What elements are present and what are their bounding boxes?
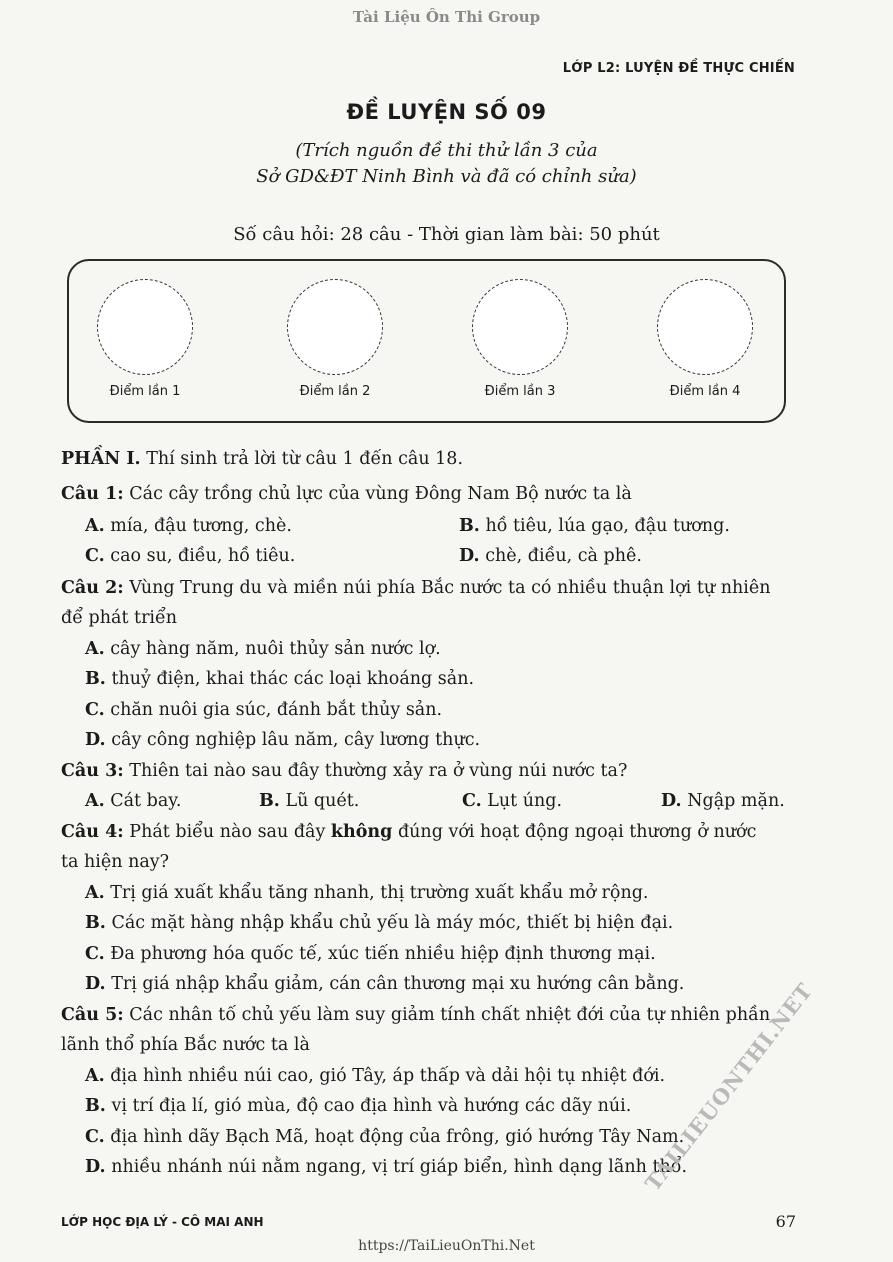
option-text: hồ tiêu, lúa gạo, đậu tương. (479, 516, 730, 536)
option-letter: C. (85, 546, 105, 566)
question-5-stem-cont: lãnh thổ phía Bắc nước ta là (61, 1035, 310, 1055)
score-label: Điểm lần 1 (109, 384, 181, 399)
question-2-stem (61, 578, 770, 598)
option-letter: A. (85, 516, 105, 536)
option-text: thuỷ điện, khai thác các loại khoáng sản. (105, 669, 475, 689)
q5-option-d[interactable] (85, 1157, 687, 1177)
option-text: địa hình dãy Bạch Mã, hoạt động của frông, gió hướng Tây Nam. (104, 1127, 685, 1147)
question-1-stem (61, 484, 632, 504)
corner-watermark: TAILIEUONTHI.NET (640, 977, 818, 1196)
option-letter: C. (85, 700, 105, 720)
option-letter: B. (85, 913, 106, 933)
option-text: nhiều nhánh núi nằm ngang, vị trí giáp biển, hình dạng lãnh thổ. (105, 1157, 688, 1177)
question-3-stem (61, 761, 627, 781)
q2-option-a[interactable] (85, 639, 441, 659)
option-text: cây công nghiệp lâu năm, cây lương thực. (105, 730, 481, 750)
option-letter: C. (85, 944, 105, 964)
option-letter: D. (85, 974, 106, 994)
q1-option-c[interactable] (85, 546, 295, 566)
option-letter: D. (85, 1157, 106, 1177)
score-slot-4 (635, 279, 775, 399)
option-letter: A. (85, 1066, 105, 1086)
q3-option-d[interactable] (661, 791, 785, 811)
emphasis-text: không (330, 822, 393, 842)
score-label: Điểm lần 2 (299, 384, 371, 399)
q3-option-a[interactable] (85, 791, 181, 811)
option-text: cao su, điều, hồ tiêu. (104, 546, 296, 566)
q5-option-a[interactable] (85, 1066, 665, 1086)
top-watermark: Tài Liệu Ôn Thi Group (352, 8, 541, 26)
option-letter: D. (661, 791, 682, 811)
part-heading (61, 449, 463, 469)
q5-option-b[interactable] (85, 1096, 631, 1116)
option-letter: B. (85, 1096, 106, 1116)
question-text: Phát biểu nào sau đây (123, 822, 331, 842)
option-letter: B. (459, 516, 480, 536)
option-text: Trị giá xuất khẩu tăng nhanh, thị trường xuất khẩu mở rộng. (104, 883, 649, 903)
score-slot-3 (450, 279, 590, 399)
q2-option-d[interactable] (85, 730, 480, 750)
question-text: Thiên tai nào sau đây thường xảy ra ở vùng núi nước ta? (123, 761, 628, 781)
option-letter: A. (85, 791, 105, 811)
option-text: chè, điều, cà phê. (479, 546, 642, 566)
option-letter: C. (85, 1127, 105, 1147)
score-box (67, 259, 786, 423)
option-letter: D. (85, 730, 106, 750)
bottom-url-watermark: https://TaiLieuOnThi.Net (358, 1238, 535, 1254)
subtitle-line-1: (Trích nguồn đề thi thử lần 3 của (295, 140, 598, 161)
question-label: Câu 4: (61, 822, 124, 842)
option-text: Các mặt hàng nhập khẩu chủ yếu là máy móc, thiết bị hiện đại. (105, 913, 674, 933)
footer-left: LỚP HỌC ĐỊA LÝ - CÔ MAI ANH (61, 1215, 264, 1229)
q4-option-b[interactable] (85, 913, 673, 933)
running-header: LỚP L2: LUYỆN ĐỀ THỰC CHIẾN (562, 61, 795, 76)
option-text: Đa phương hóa quốc tế, xúc tiến nhiều hiệp định thương mại. (104, 944, 656, 964)
part-label: PHẦN I. (61, 449, 141, 469)
option-text: Lũ quét. (279, 791, 360, 811)
page-title: ĐỀ LUYỆN SỐ 09 (346, 100, 547, 124)
option-letter: B. (259, 791, 280, 811)
score-circle[interactable] (657, 279, 753, 375)
option-text: cây hàng năm, nuôi thủy sản nước lợ. (104, 639, 441, 659)
q4-option-d[interactable] (85, 974, 684, 994)
subtitle-line-2: Sở GD&ĐT Ninh Bình và đã có chỉnh sửa) (256, 166, 637, 187)
option-text: vị trí địa lí, gió mùa, độ cao địa hình và hướng các dãy núi. (105, 1096, 632, 1116)
option-letter: C. (462, 791, 482, 811)
q4-option-a[interactable] (85, 883, 649, 903)
question-label: Câu 1: (61, 484, 124, 504)
option-text: địa hình nhiều núi cao, gió Tây, áp thấp và dải hội tụ nhiệt đới. (104, 1066, 666, 1086)
question-2-stem-cont: để phát triển (61, 608, 178, 628)
q2-option-c[interactable] (85, 700, 442, 720)
q4-option-c[interactable] (85, 944, 656, 964)
question-text: Vùng Trung du và miền núi phía Bắc nước ta có nhiều thuận lợi tự nhiên (123, 578, 771, 598)
score-circle[interactable] (287, 279, 383, 375)
question-4-stem (61, 822, 756, 842)
question-text: đúng với hoạt động ngoại thương ở nước (392, 822, 757, 842)
option-text: Lụt úng. (481, 791, 563, 811)
q5-option-c[interactable] (85, 1127, 684, 1147)
option-text: Trị giá nhập khẩu giảm, cán cân thương mại xu hướng cân bằng. (105, 974, 685, 994)
option-text: Cát bay. (104, 791, 182, 811)
option-letter: D. (459, 546, 480, 566)
q1-option-a[interactable] (85, 516, 292, 536)
question-label: Câu 5: (61, 1005, 124, 1025)
q1-option-d[interactable] (459, 546, 642, 566)
score-circle[interactable] (97, 279, 193, 375)
score-label: Điểm lần 4 (669, 384, 741, 399)
option-text: Ngập mặn. (681, 791, 785, 811)
q1-option-b[interactable] (459, 516, 730, 536)
question-text: Các cây trồng chủ lực của vùng Đông Nam Bộ nước ta là (123, 484, 632, 504)
score-label: Điểm lần 3 (484, 384, 556, 399)
score-slot-2 (265, 279, 405, 399)
q2-option-b[interactable] (85, 669, 474, 689)
option-letter: A. (85, 639, 105, 659)
exam-meta: Số câu hỏi: 28 câu - Thời gian làm bài: 50 phút (233, 224, 660, 245)
option-letter: B. (85, 669, 106, 689)
page-number: 67 (775, 1212, 796, 1231)
option-letter: A. (85, 883, 105, 903)
option-text: mía, đậu tương, chè. (104, 516, 292, 536)
question-label: Câu 3: (61, 761, 124, 781)
question-label: Câu 2: (61, 578, 124, 598)
option-text: chăn nuôi gia súc, đánh bắt thủy sản. (104, 700, 443, 720)
part-text: Thí sinh trả lời từ câu 1 đến câu 18. (140, 449, 464, 469)
question-4-stem-cont: ta hiện nay? (61, 852, 170, 872)
question-5-stem (61, 1005, 770, 1025)
score-slot-1 (75, 279, 215, 399)
score-circle[interactable] (472, 279, 568, 375)
q3-option-c[interactable] (462, 791, 562, 811)
q3-option-b[interactable] (259, 791, 359, 811)
question-text: Các nhân tố chủ yếu làm suy giảm tính chất nhiệt đới của tự nhiên phần (123, 1005, 771, 1025)
